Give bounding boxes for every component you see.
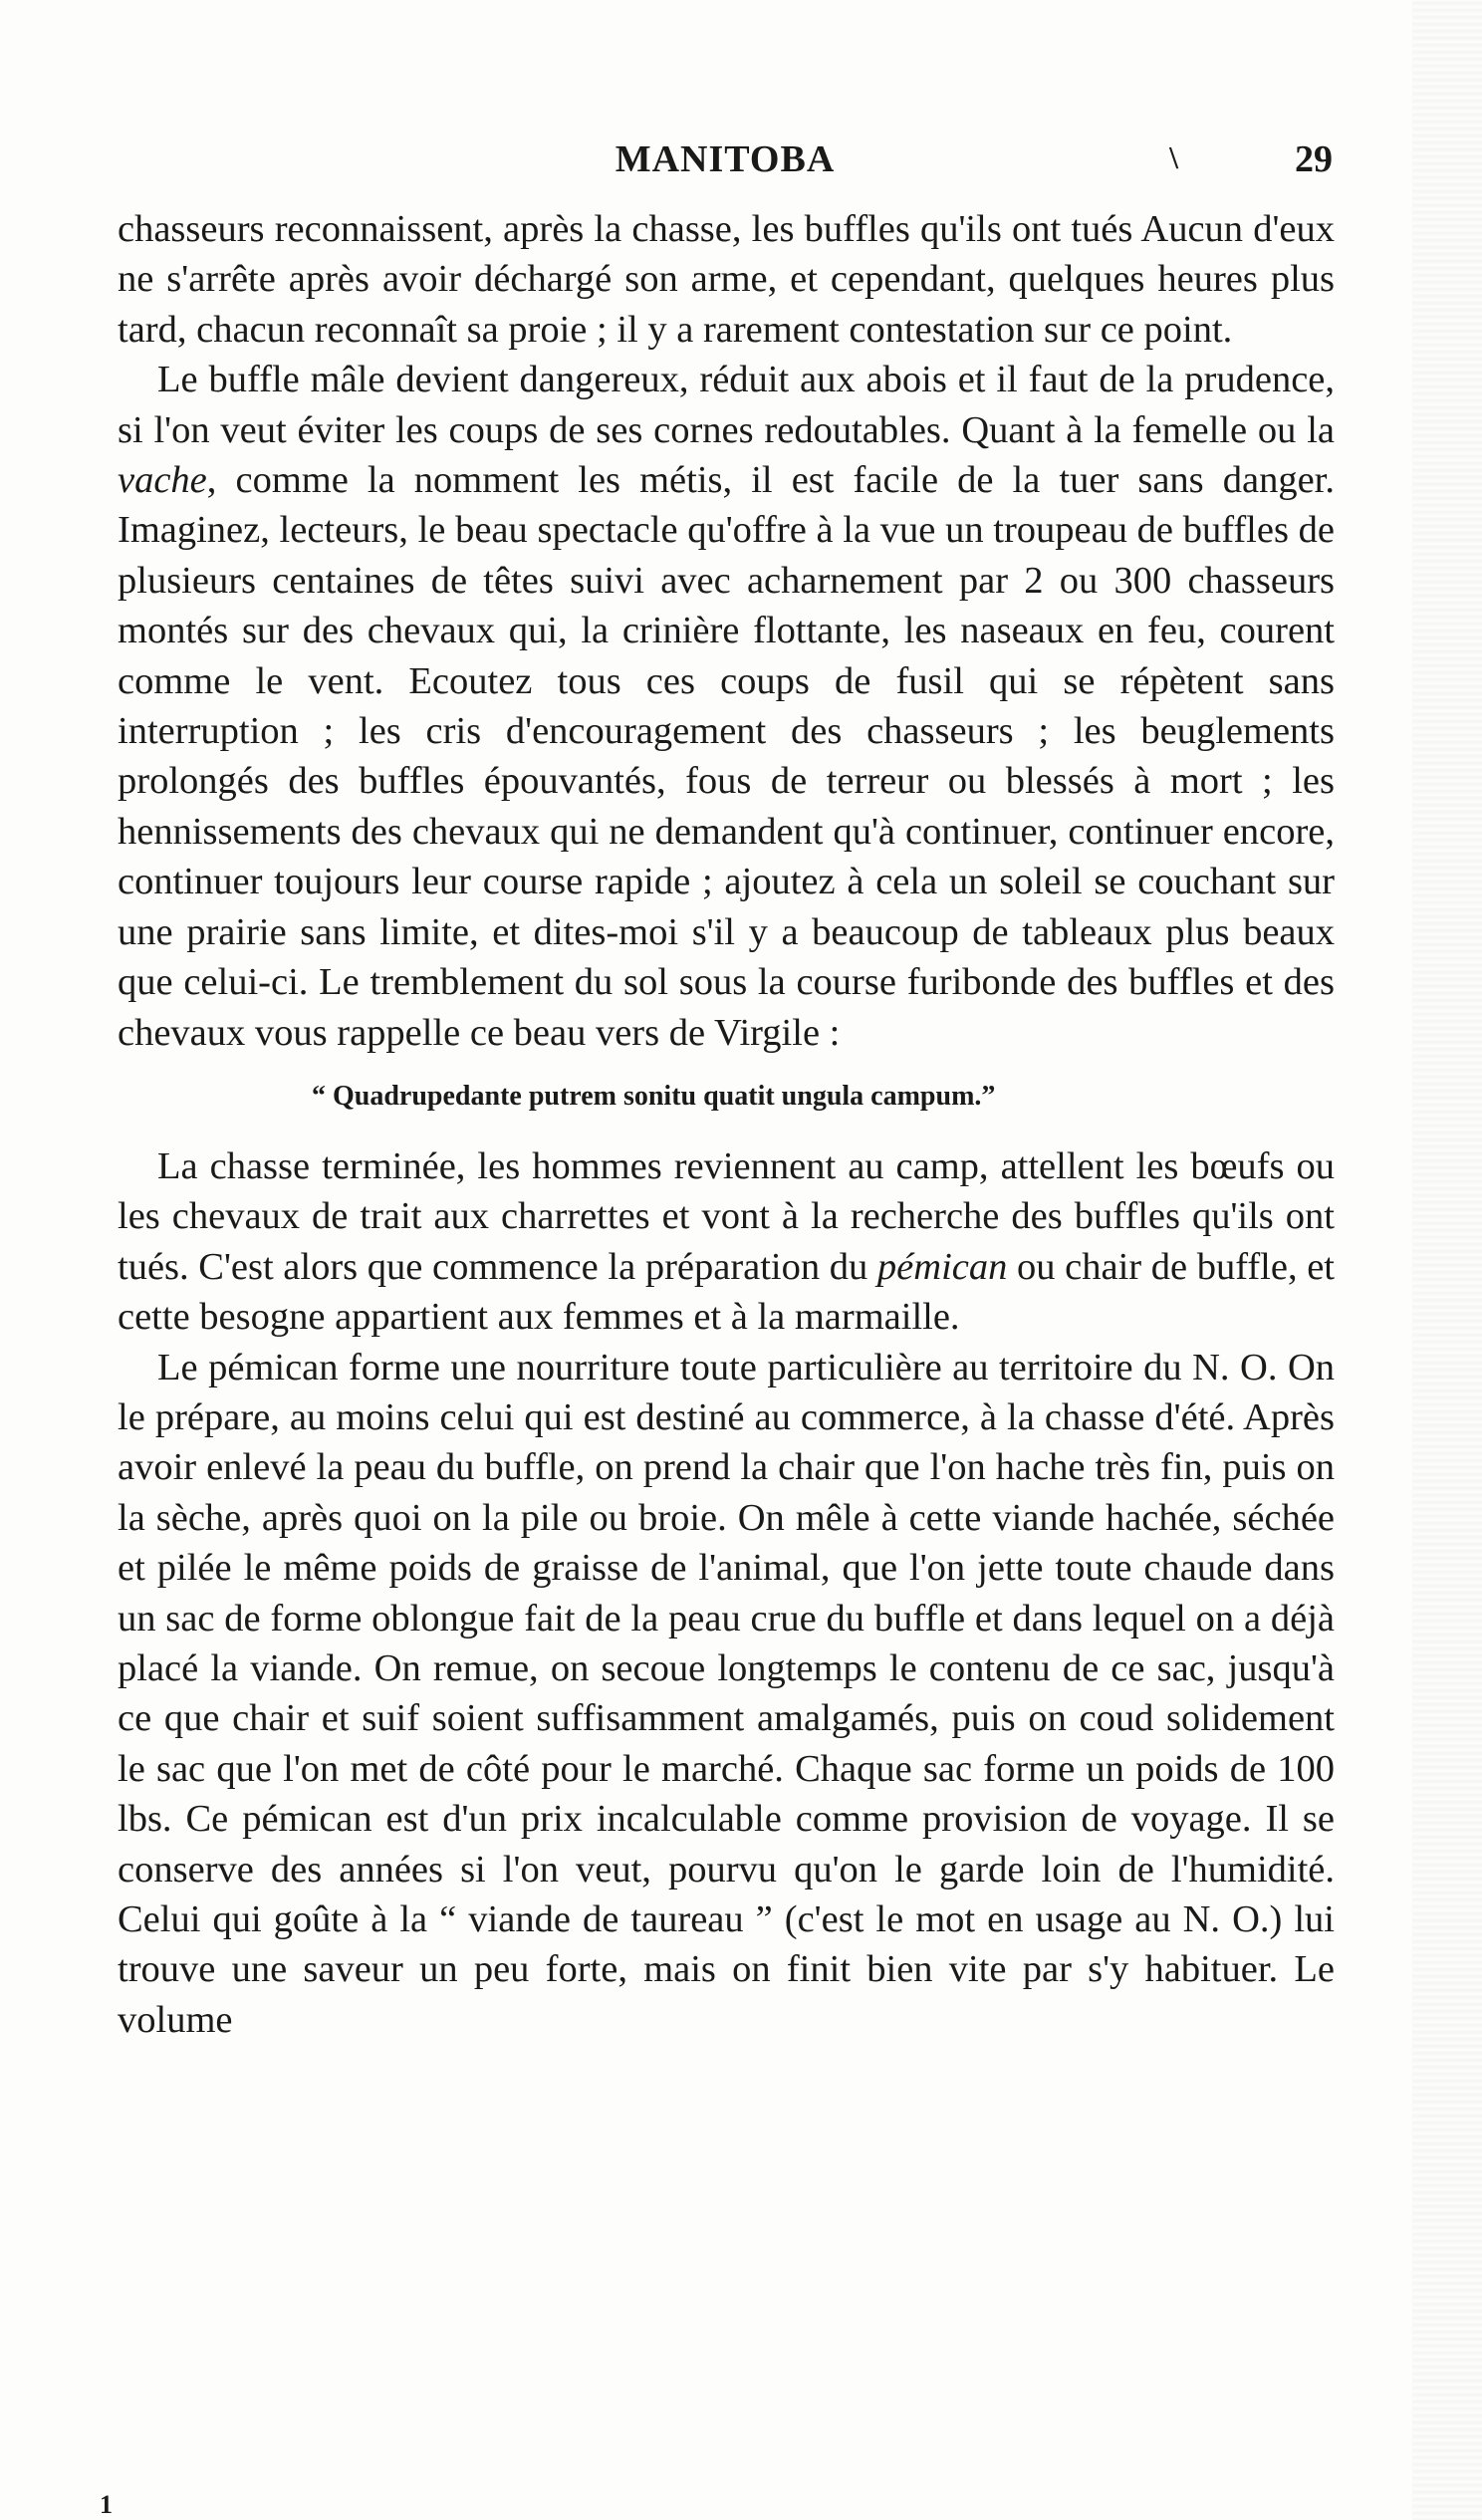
- running-header: [118, 137, 1333, 197]
- italic-term-pemican: pémican: [876, 1245, 1008, 1288]
- stray-mark: \: [1169, 139, 1178, 175]
- paragraph-pemican: Le pémican forme une nourriture toute particulière au territoire du N. O. On le prépare, au moins celui qui est destiné au commerce, à la chasse d'été. Après avoir enlevé la peau du buffle, on prend la chair que l'on hache très fin, puis on la sèche, après quoi on la pile ou broie. On mêle à cette viande hachée, séchée et pilée le même poids de graisse de l'animal, que l'on jette toute chaude dans un sac de forme oblongue fait de la peau crue du buffle et dans lequel on a déjà placé la viande. On remue, on secoue longtemps le contenu de ce sac, jusqu'à ce que chair et suif soient suffisamment amalgamés, puis on coud solidement le sac que l'on met de côté pour le marché. Chaque sac forme un poids de 100 lbs. Ce pémican est d'un prix incalculable comme provision de voyage. Il se conserve des années si l'on veut, pourvu qu'on le garde loin de l'humidité. Celui qui goûte à la “ viande de taureau ” (c'est le mot en usage au N. O.) lui trouve une saveur un peu forte, mais on finit bien vite par s'y habituer. Le volume: [118, 1346, 1335, 2041]
- body-text: [118, 204, 1335, 2045]
- paragraph-continuation: chasseurs reconnaissent, après la chasse, les buffles qu'ils ont tués Aucun d'eux ne s'arrête après avoir déchargé son arme, et cependant, quelques heures plus tard, chacun reconnaît sa proie ; il y a rarement contestation sur ce point.: [118, 208, 1335, 351]
- scan-edge-shadow: [1412, 0, 1482, 2520]
- paragraph-text-after: ou chair de buffle, et cette besogne appartient aux femmes et à la marmaille.: [118, 1245, 1335, 1339]
- paragraph-hunt-end: [118, 1141, 1335, 1343]
- italic-term-vache: vache: [118, 459, 207, 502]
- paragraph-buffalo-hunt: [118, 355, 1335, 1058]
- paragraph-text-after: , comme la nomment les métis, il est facile de la tuer sans danger. Imaginez, lecteurs, le beau spectacle qu'offre à la vue un troupeau de buffles de plusieurs centaines de têtes suivi avec acharnement par 2 ou 300 chasseurs montés sur des chevaux qui, la crinière flottante, les naseaux en feu, courent comme le vent. Ecoutez tous ces coups de fusil qui se répètent sans interruption ; les cris d'encouragement des chasseurs ; les beuglements prolongés des buffles épouvantés, fous de terreur ou blessés à mort ; les hennissements des chevaux qui ne demandent qu'à continuer, continuer encore, continuer toujours leur course rapide ; ajoutez à cela un soleil se couchant sur une prairie sans limite, et dites-moi s'il y a beaucoup de tableaux plus beaux que celui-ci. Le tremblement du sol sous la course furibonde des buffles et des chevaux vous rappelle ce beau vers de Virgile :: [118, 459, 1335, 1054]
- running-title: MANITOBA: [615, 138, 836, 180]
- virgil-quote: “ Quadrupedante putrem sonitu quatit ungula campum.”: [312, 1080, 996, 1112]
- paragraph-text-before: La chasse terminée, les hommes reviennent au camp, attellent les bœufs ou les chevaux de trait aux charrettes et vont à la recherche des buffles qu'ils ont tués. C'est alors que commence la préparation du: [118, 1144, 1335, 1288]
- footer-mark: 1: [100, 2490, 113, 2519]
- paragraph-text-before: Le buffle mâle devient dangereux, réduit aux abois et il faut de la prudence, si l'on veut éviter les coups de ses cornes redoutables. Quant à la femelle ou la: [118, 359, 1335, 451]
- page-number: 29: [1295, 138, 1333, 180]
